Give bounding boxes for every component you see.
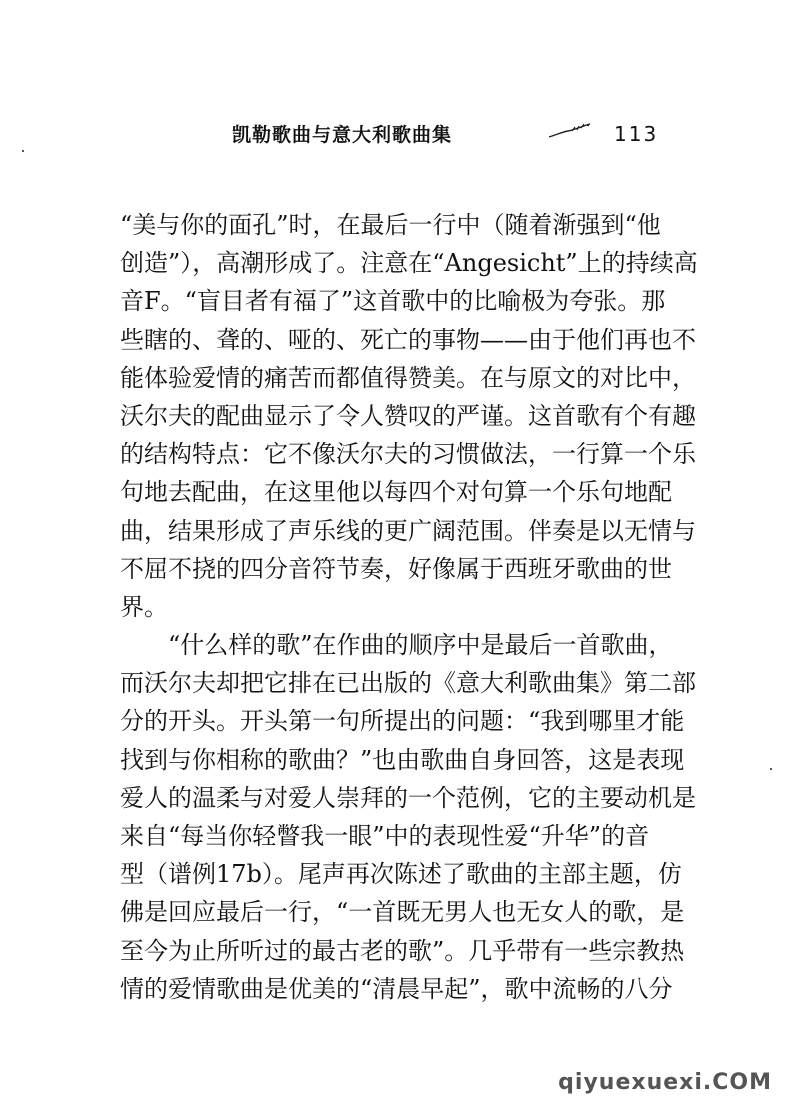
text-line: 找到与你相称的歌曲？”也由歌曲自身回答，这是表现 [120, 745, 685, 774]
running-header [0, 118, 794, 150]
text-line: 的结构特点：它不像沃尔夫的习惯做法，一行算一个乐 [120, 440, 696, 469]
page-number: 113 [614, 122, 659, 146]
text-line: 界。 [120, 592, 168, 621]
text-line: 佛是回应最后一行，“一首既无男人也无女人的歌，是 [120, 898, 685, 927]
paragraph-first-line: “什么样的歌”在作曲的顺序中是最后一首歌曲， [168, 631, 673, 660]
text-line: 分的开头。开头第一句所提出的问题：“我到哪里才能 [120, 707, 685, 736]
text-line: 而沃尔夫却把它排在已出版的《意大利歌曲集》第二部 [120, 669, 696, 698]
text-line: 句地去配曲，在这里他以每四个对句算一个乐句地配 [120, 478, 672, 507]
text-line: 曲，结果形成了声乐线的更广阔范围。伴奏是以无情与 [120, 516, 696, 545]
text-line: 情的爱情歌曲是优美的“清晨早起”，歌中流畅的八分 [120, 974, 673, 1003]
site-watermark: qiyuexuexi.COM [558, 1070, 772, 1095]
text-line: 些瞎的、聋的、哑的、死亡的事物——由于他们再也不 [120, 325, 696, 354]
running-header-title: 凯勒歌曲与意大利歌曲集 [232, 124, 453, 146]
text-line: 音F。“盲目者有福了”这首歌中的比喻极为夸张。那 [120, 287, 666, 316]
scan-speck [22, 150, 24, 152]
scan-speck [770, 768, 772, 770]
text-line: 创造”），高潮形成了。注意在“Angesicht”上的持续高 [120, 249, 698, 278]
text-line: 能体验爱情的痛苦而都值得赞美。在与原文的对比中， [120, 363, 696, 392]
text-line: 型（谱例17b）。尾声再次陈述了歌曲的主部主题，仿 [120, 860, 682, 889]
text-line: “美与你的面孔”时，在最后一行中（随着渐强到“他 [120, 211, 661, 239]
body-text [120, 206, 700, 1008]
text-line: 沃尔夫的配曲显示了令人赞叹的严谨。这首歌有个有趣 [120, 401, 696, 430]
text-line: 不屈不挠的四分音符节奏，好像属于西班牙歌曲的世 [120, 554, 672, 583]
text-line: 爱人的温柔与对爱人崇拜的一个范例，它的主要动机是 [120, 783, 696, 812]
decorative-flourish-icon [548, 122, 592, 140]
text-line: 至今为止所听过的最古老的歌”。几乎带有一些宗教热 [120, 936, 685, 965]
text-line: 来自“每当你轻瞥我一眼”中的表现性爱“升华”的音 [120, 822, 650, 850]
